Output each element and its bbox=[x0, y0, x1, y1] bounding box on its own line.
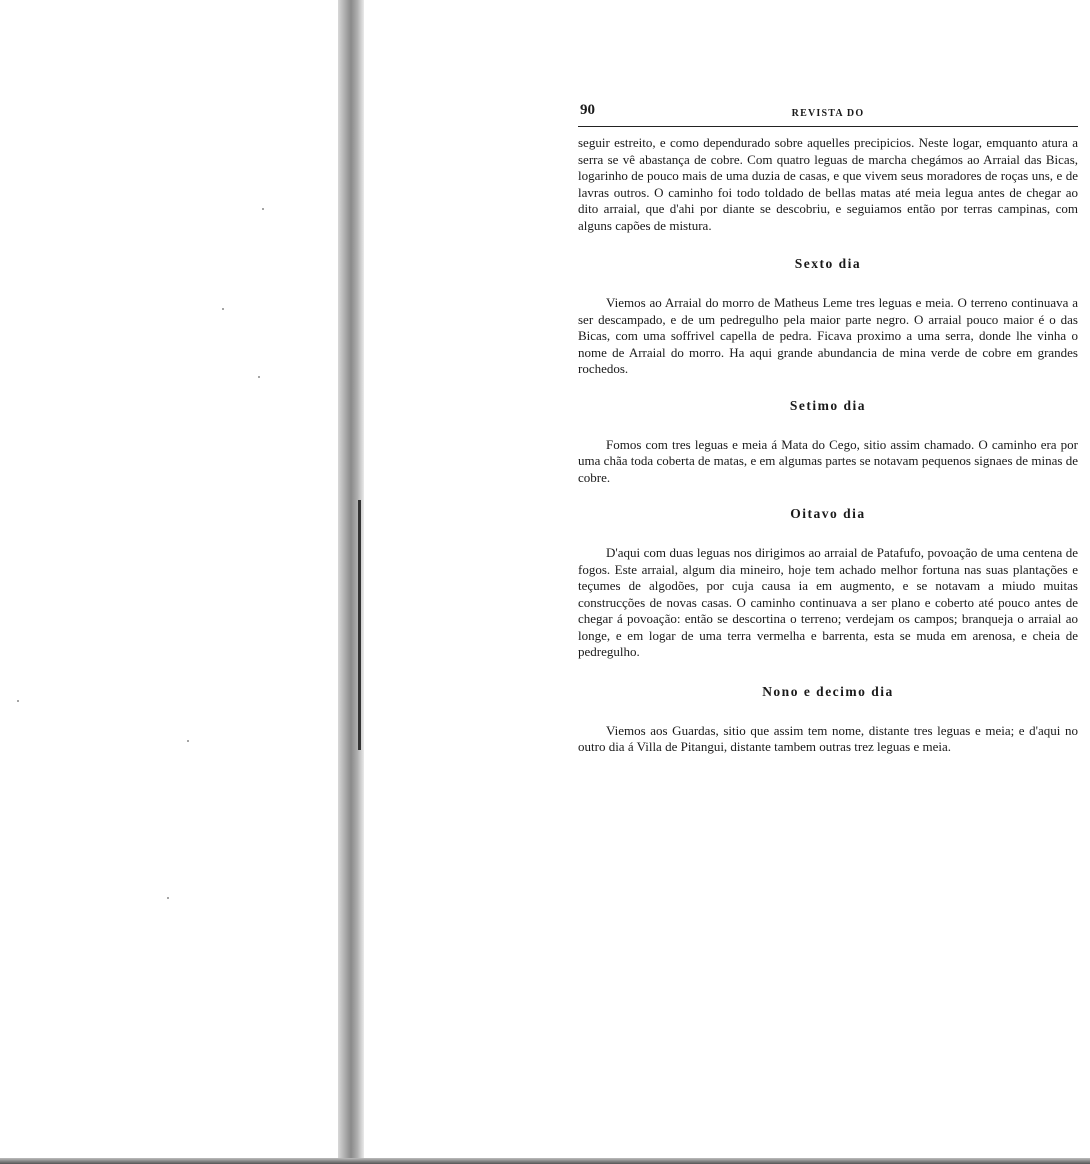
section-paragraph: D'aqui com duas leguas nos dirigimos ao arraial de Patafufo, povoação de uma centena de fogos. Este arraial, algum dia mineiro, hoje tem achado melhor fortuna nas suas plantações e teçumes de algodões, por cuja causa ia em augmento, e se notavam a miudo muitas construcções de novas casas. O caminho continuava a ser plano e coberto até pouco antes de chegar á povoação: então se descortina o terreno; verdejam os campos; branqueja o arraial ao longe, e em logar de uma terra vermelha e barrenta, esta se muda em arenosa, e cheia de pedregulho. bbox=[578, 545, 1078, 659]
paper-speck bbox=[17, 700, 19, 702]
section-heading: Oitavo dia bbox=[790, 506, 866, 521]
running-title: REVISTA DO bbox=[791, 108, 865, 119]
paper-speck bbox=[222, 308, 224, 310]
paper-speck bbox=[167, 897, 169, 899]
section-heading: Nono e decimo dia bbox=[762, 683, 894, 699]
paper-speck bbox=[187, 740, 189, 742]
section-paragraph: Fomos com tres leguas e meia á Mata do Cego, sitio assim chamado. O caminho era por uma chãa toda coberta de matas, e em algumas partes se notavam pequenos signaes de minas de cobre. bbox=[578, 436, 1078, 485]
section-heading: Sexto dia bbox=[794, 256, 862, 271]
header-rule bbox=[578, 126, 1078, 127]
printed-page bbox=[578, 100, 1078, 756]
paper-speck bbox=[262, 208, 264, 210]
left-blank-page bbox=[0, 0, 340, 1164]
section-paragraph: Viemos aos Guardas, sitio que assim tem nome, distante tres leguas e meia; e d'aqui no outro dia á Villa de Pitangui, distante tambem outras trez leguas e meia. bbox=[578, 722, 1078, 754]
section-paragraph: Viemos ao Arraial do morro de Matheus Leme tres leguas e meia. O terreno continuava a ser descampado, e de um pedregulho pela maior parte negro. O arraial pouco maior é o das Bicas, com uma soffrivel capella de pedra. Ficava proximo a uma serra, donde lhe vinha o nome de Arraial do morro. Ha aqui grande abundancia de mina verde de cobre em grandes rochedos. bbox=[578, 295, 1078, 376]
page-number: 90 bbox=[580, 102, 595, 118]
running-head bbox=[578, 100, 1078, 122]
opening-paragraph: seguir estreito, e como dependurado sobre aquelles precipicios. Neste logar, emquanto atura a serra se vê abastança de cobre. Com quatro leguas de marcha chegámos ao Arraial das Bicas, logarinho de pouco mais de uma duzia de casas, e que vivem seus moradores de roças uns, e de lavras outros. O caminho foi todo toldado de bellas matas até meia legua antes de chegar ao dito arraial, que d'ahi por diante se descobriu, e seguiamos então por terras campinas, com alguns capões de mistura. bbox=[578, 135, 1078, 233]
paper-speck bbox=[258, 376, 260, 378]
page-bottom-edge bbox=[0, 1158, 1090, 1164]
section-heading: Setimo dia bbox=[789, 397, 867, 413]
gutter-shadow-mark bbox=[358, 500, 361, 750]
